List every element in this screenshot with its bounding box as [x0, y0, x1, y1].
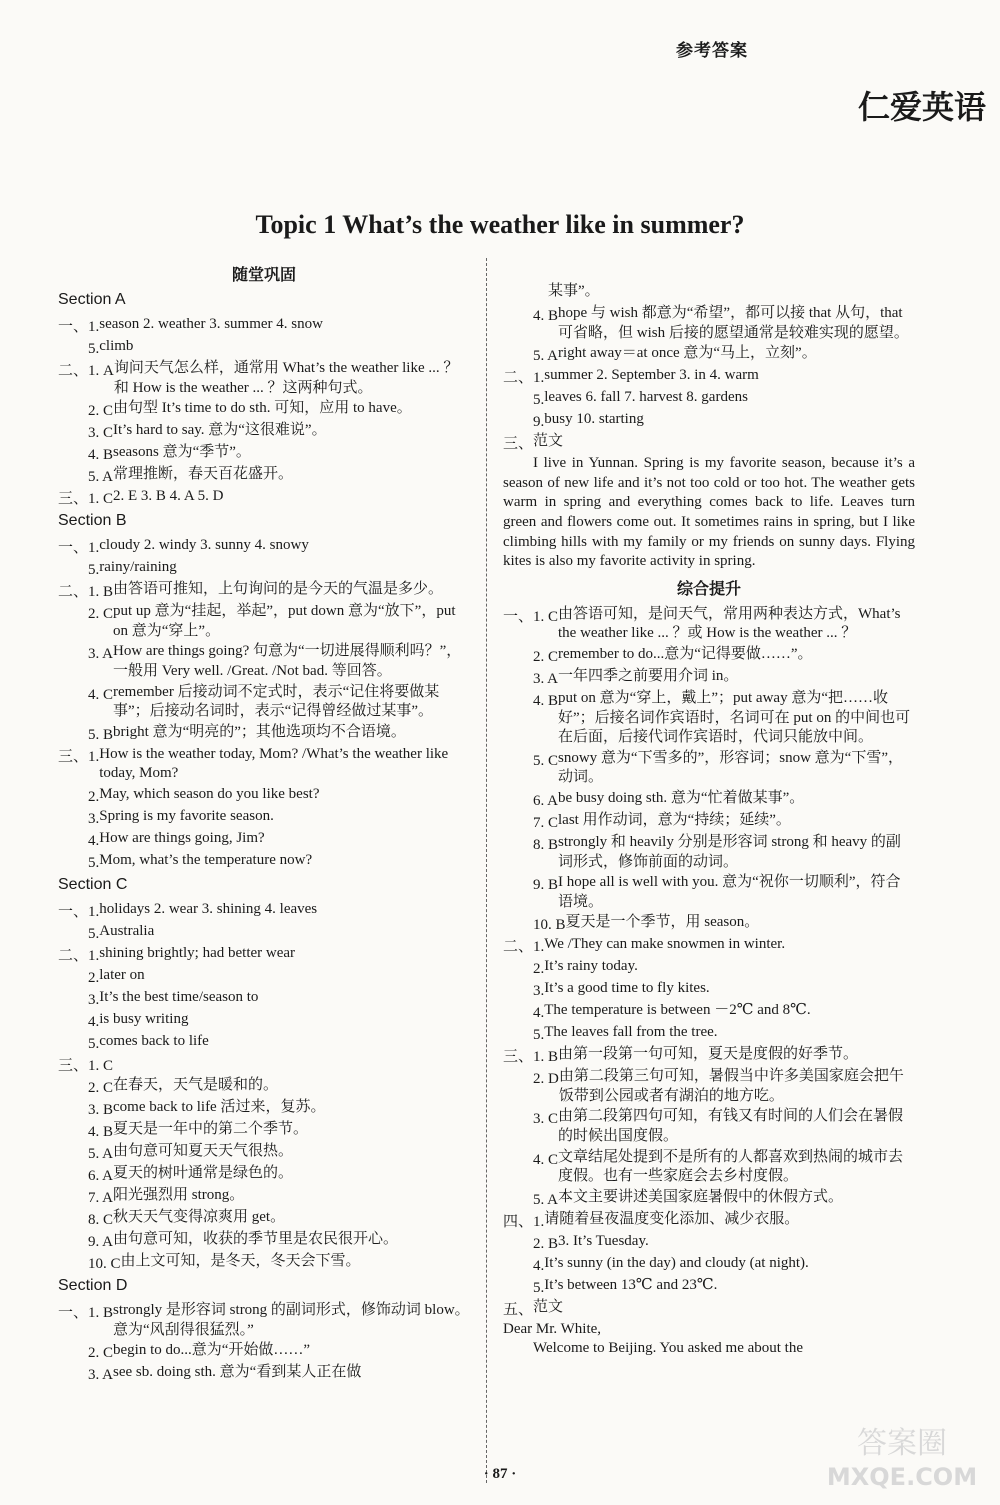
answer-number: 3. A	[503, 670, 559, 687]
answer-text: 夏天是一年中的第二个季节。	[113, 1120, 309, 1137]
section-b-list	[58, 536, 470, 872]
answer-text: climb	[99, 338, 134, 354]
answer-text: 由第二段第三句可知，暑假当中许多美国家庭会把午饭带到公园或者有湖泊的地方吃。	[558, 1068, 904, 1104]
answer-text: strongly 是形容词 strong 的副词形式，修饰动词 blow。意为“风刮得很猛烈。”	[113, 1301, 470, 1338]
answer-text: busy 10. starting	[544, 411, 644, 428]
answer-item	[503, 667, 915, 688]
letter-greeting: Dear Mr. White,	[503, 1320, 602, 1337]
answer-item	[58, 807, 470, 828]
answer-text: 由句意可知，收获的季节里是农民很开心。	[113, 1230, 399, 1247]
answer-item	[503, 282, 915, 303]
answer-item	[58, 1301, 470, 1340]
letter-body: Welcome to Beijing. You asked me about the	[533, 1340, 803, 1357]
answer-number: 二、1.	[58, 947, 100, 964]
answer-number: 二、1.	[503, 370, 545, 387]
answer-item	[58, 1341, 470, 1362]
section-d-list	[58, 1301, 470, 1384]
answer-item	[58, 642, 470, 681]
answer-text: The temperature is between －2℃ and 8℃.	[544, 1002, 811, 1019]
answer-number: 2. C	[58, 1345, 114, 1362]
answer-item	[58, 1076, 470, 1097]
answer-item	[58, 922, 470, 943]
answer-item	[58, 1230, 470, 1251]
answer-text: 2. E 3. B 4. A 5. D	[113, 488, 224, 505]
answer-text: 范文	[533, 1298, 564, 1315]
answer-number: 2.	[503, 961, 545, 978]
answer-item	[503, 1045, 915, 1066]
answer-item	[58, 399, 470, 420]
answer-text: It’s between 13℃ and 23℃.	[544, 1276, 718, 1293]
answer-item	[58, 580, 470, 601]
answer-item	[503, 689, 915, 748]
answer-item	[58, 1252, 470, 1273]
answer-text: It’s the best time/season to	[99, 988, 259, 1005]
answer-item	[503, 432, 915, 453]
answer-number: 四、1.	[503, 1213, 545, 1230]
answer-item	[58, 487, 470, 508]
answer-item	[503, 873, 915, 912]
answer-number: 2. D	[503, 1071, 559, 1088]
answer-text: last 用作动词，意为“持续；延续”。	[558, 811, 791, 828]
answer-number: 2.	[58, 788, 100, 805]
answer-number: 3.	[503, 983, 545, 1000]
answer-number: 5. A	[503, 1191, 559, 1208]
section-heading: 随堂巩固	[231, 265, 296, 284]
answer-number: 5.	[58, 1035, 100, 1052]
answer-number: 4. C	[503, 1151, 559, 1168]
answer-text: 阳光强烈用 strong。	[113, 1186, 245, 1203]
answer-item	[58, 988, 470, 1009]
answer-text: is busy writing	[99, 1010, 189, 1027]
answer-number: 4.	[58, 1013, 100, 1030]
answer-number: 4.	[503, 1257, 545, 1274]
answer-item	[503, 1298, 915, 1319]
answer-item	[503, 304, 915, 343]
answer-text: 一年四季之前要用介词 in。	[558, 667, 739, 684]
answer-text: cloudy 2. windy 3. sunny 4. snowy	[99, 537, 309, 554]
answer-number: 一、1.	[58, 540, 100, 557]
answer-item	[503, 1001, 915, 1022]
answer-text: bright 意为“明亮的”；其他选项均不合语境。	[113, 723, 406, 740]
answer-number: 3.	[58, 991, 100, 1008]
left-column	[58, 258, 470, 1385]
answer-number: 8. C	[58, 1211, 114, 1228]
section-b-label: Section B	[58, 512, 127, 530]
answer-number: 三、1. B	[503, 1049, 559, 1066]
answer-number: 三、	[503, 436, 534, 453]
answer-number: 5.	[503, 392, 545, 409]
answer-number: 3. C	[58, 425, 114, 442]
answer-item	[503, 789, 915, 810]
answer-item	[58, 851, 470, 872]
answer-item	[503, 811, 915, 832]
answer-item	[503, 344, 915, 365]
section-d-label: Section D	[58, 1276, 128, 1294]
answer-item	[503, 1023, 915, 1044]
answer-number: 5.	[58, 925, 100, 942]
answer-text: 由第二段第四句可知，有钱又有时间的人们会在暑假的时候出国度假。	[558, 1108, 904, 1145]
answer-text: Australia	[99, 922, 155, 939]
answer-item	[503, 1232, 915, 1253]
answer-item	[58, 1032, 470, 1053]
answer-number: 4. B	[503, 692, 559, 709]
watermark-text: 答案圈	[857, 1426, 947, 1461]
answer-text: right away＝at once 意为“马上，立刻”。	[558, 345, 817, 362]
answer-text: 文章结尾处提到不是所有的人都喜欢到热闹的城市去度假。也有一些家庭会去乡村度假。	[558, 1148, 904, 1185]
answer-text: 由答语可知，是问天气，常用两种表达方式，What’s the weather like ... ？或 How is the weather ... ？	[558, 605, 901, 642]
answer-number: 二、1. B	[58, 584, 114, 601]
answer-number: 五、	[503, 1301, 534, 1318]
answer-text: put on 意为“穿上，戴上”；put away 意为“把……收好”；后接名词作宾语时，名词可在 put on 的中间也可在后面，后接代词作宾语时，代词只能放中间。	[558, 689, 911, 746]
answer-number: 5. A	[503, 348, 559, 365]
answer-number: 一、1.	[58, 903, 100, 920]
answer-number: 5. A	[58, 469, 114, 486]
answer-item	[503, 913, 915, 934]
answer-number: 4.	[503, 1005, 545, 1022]
answer-text: 在春天，天气是暖和的。	[113, 1076, 279, 1093]
answer-text: 秋天天气变得凉爽用 get。	[113, 1208, 286, 1225]
right-mid-list	[503, 605, 915, 1319]
answer-item	[58, 723, 470, 744]
answer-number: 5. C	[503, 752, 559, 769]
answer-text: I hope all is well with you. 意为“祝你一切顺利”，符合语境。	[558, 874, 901, 910]
answer-item	[58, 558, 470, 579]
answer-number: 二、1. A	[58, 363, 114, 379]
answer-item	[58, 1186, 470, 1207]
answer-item	[58, 1142, 470, 1163]
answer-text: strongly 和 heavily 分别是形容词 strong 和 heavy 的副词形式，修饰前面的动词。	[558, 833, 901, 870]
answer-item	[58, 443, 470, 464]
answer-text: rainy/raining	[99, 559, 177, 576]
answer-text: remember to do...意为“记得要做……”。	[558, 645, 813, 662]
answer-number: 5.	[58, 854, 100, 871]
answer-item	[58, 829, 470, 850]
answer-number: 9.	[503, 414, 545, 431]
answer-number: 5.	[503, 1279, 545, 1296]
answer-number: 5. A	[58, 1145, 114, 1162]
answer-number: 5.	[503, 1027, 545, 1044]
answer-text: leaves 6. fall 7. harvest 8. gardens	[544, 389, 748, 406]
answer-text: 范文	[533, 433, 564, 450]
answer-text: 夏天的树叶通常是绿色的。	[113, 1164, 294, 1181]
answer-text: It’s a good time to fly kites.	[544, 980, 710, 997]
answer-number: 2.	[58, 969, 100, 986]
answer-text: It’s sunny (in the day) and cloudy (at night).	[544, 1254, 809, 1271]
answer-text: put up 意为“挂起，举起”，put down 意为“放下”，put on 意为“穿上”。	[113, 603, 456, 639]
answer-text: see sb. doing sth. 意为“看到某人正在做	[113, 1364, 362, 1381]
answer-number: 7. A	[58, 1189, 114, 1206]
answer-number: 4. B	[503, 308, 559, 324]
answer-item	[503, 645, 915, 666]
answer-text: come back to life 活过来，复苏。	[113, 1098, 326, 1115]
answer-number: 9. B	[503, 877, 559, 894]
answer-item	[503, 749, 915, 788]
answer-text: How are things going? 句意为“一切进展得顺利吗？”，一般用 Very well. /Great. /Not bad. 等回答。	[113, 643, 462, 679]
answer-item	[58, 1010, 470, 1031]
answer-number: 一、1. C	[503, 608, 559, 625]
answer-item	[58, 359, 470, 398]
answer-text: season 2. weather 3. summer 4. snow	[99, 316, 323, 332]
answer-number: 一、1. B	[58, 1304, 114, 1321]
right-top-list	[503, 282, 915, 453]
answer-text: 由答语可推知，上句询问的是今天的气温是多少。	[113, 581, 444, 598]
answer-number: 10. C	[58, 1255, 121, 1272]
answer-number: 3. B	[58, 1101, 114, 1118]
answer-item	[58, 1098, 470, 1119]
answer-text: It’s hard to say. 意为“这很难说”。	[113, 422, 327, 439]
answer-text: seasons 意为“季节”。	[113, 444, 251, 461]
answer-number: 10. B	[503, 917, 566, 934]
topic-title: Topic 1 What’s the weather like in summer?	[255, 210, 745, 239]
answer-number: 4. B	[58, 1123, 114, 1140]
answer-number: 4. B	[58, 447, 114, 464]
answer-item	[503, 833, 915, 872]
answer-item	[58, 966, 470, 987]
answer-number: 二、1.	[503, 939, 545, 956]
answer-item	[58, 745, 470, 784]
answer-number: 2. C	[58, 606, 114, 623]
answer-item	[503, 1188, 915, 1209]
answer-item	[58, 536, 470, 557]
answer-number: 三、1. C	[58, 1057, 114, 1074]
column-divider	[486, 258, 487, 1483]
answer-item	[503, 935, 915, 956]
section-heading-2: 综合提升	[676, 578, 741, 598]
answer-number: 5.	[58, 562, 100, 579]
answer-item	[58, 944, 470, 965]
answer-text: 由上文可知，是冬天，冬天会下雪。	[120, 1252, 361, 1269]
answer-item	[503, 366, 915, 387]
section-a-label: Section A	[58, 291, 126, 308]
answer-item	[58, 602, 470, 641]
header-label: 参考答案	[676, 41, 748, 61]
answer-text: It’s rainy today.	[544, 958, 638, 975]
answer-number: 3. A	[58, 646, 114, 663]
answer-item	[503, 957, 915, 978]
answer-text: Spring is my favorite season.	[99, 807, 274, 824]
answer-text: remember 后接动词不定式时，表示“记住将要做某事”；后接动名词时，表示“记得曾经做过某事”。	[113, 683, 440, 720]
answer-text: 询问天气怎么样，通常用 What’s the weather like ... ？和 How is the weather ... ？这两种句式。	[113, 360, 459, 396]
answer-item	[58, 421, 470, 442]
answer-item	[58, 1208, 470, 1229]
answer-text: 由句意可知夏天天气很热。	[113, 1142, 294, 1159]
answer-number: 3.	[58, 810, 100, 827]
answer-text	[113, 1054, 470, 1075]
answer-item	[58, 315, 470, 336]
answer-item	[58, 1363, 470, 1384]
answer-item	[58, 1120, 470, 1141]
section-a-list	[58, 315, 470, 508]
answer-text: Mom, what’s the temperature now?	[99, 851, 313, 868]
answer-text: How are things going, Jim?	[99, 829, 265, 846]
answer-number: 一、1.	[58, 319, 100, 335]
answer-text: holidays 2. wear 3. shining 4. leaves	[99, 900, 318, 917]
answer-text: hope 与 wish 都意为“希望”，都可以接 that 从句，that 可省略，但 wish 后接的愿望通常是较难实现的愿望。	[558, 305, 909, 341]
answer-number: 5. B	[58, 726, 114, 743]
answer-text: shining brightly; had better wear	[99, 944, 296, 961]
answer-text: 由句型 It’s time to do sth. 可知，应用 to have。	[113, 400, 412, 417]
answer-item	[503, 1067, 915, 1106]
answer-item	[503, 410, 915, 431]
answer-item	[503, 1210, 915, 1231]
answer-number: 2. C	[503, 648, 559, 665]
answer-number: 8. B	[503, 836, 559, 853]
answer-number: 5.	[58, 341, 100, 357]
answer-item	[503, 388, 915, 409]
answer-item	[503, 1107, 915, 1146]
answer-item	[58, 1164, 470, 1185]
section-c-list	[58, 900, 470, 1273]
answer-text: summer 2. September 3. in 4. warm	[544, 367, 759, 384]
answer-number: 2. C	[58, 1079, 114, 1096]
page-number: · 87 ·	[483, 1466, 517, 1482]
answer-text: 本文主要讲述美国家庭暑假中的休假方式。	[558, 1188, 844, 1205]
book-title: 仁爱英语	[857, 88, 986, 126]
essay-paragraph: I live in Yunnan. Spring is my favorite season, because it’s a season of new life and it’s not too cold or too hot. The weather gets warm in spring and everything comes back to life. Leaves turn green and flowers come out. It sometimes rains in spring, but I like climbing hills with my family or my friends on sunny days. Flying kites is also my favorite activity in spring.	[503, 455, 915, 570]
answer-text: comes back to life	[99, 1032, 209, 1049]
answer-number: 三、1.	[58, 748, 100, 765]
answer-text: May, which season do you like best?	[99, 785, 320, 802]
answer-item	[58, 1054, 470, 1075]
answer-number: 三、1. C	[58, 491, 114, 508]
answer-text: 3. It’s Tuesday.	[558, 1232, 649, 1249]
answer-item	[503, 979, 915, 1000]
answer-number: 4.	[58, 832, 100, 849]
answer-text: The leaves fall from the tree.	[544, 1024, 718, 1041]
watermark-domain: MXQE.COM	[826, 1463, 978, 1491]
right-column	[503, 282, 915, 1359]
answer-item	[58, 900, 470, 921]
answer-number: 6. A	[58, 1167, 114, 1184]
answer-item	[503, 605, 915, 644]
answer-text: 由第一段第一句可知，夏天是度假的好季节。	[558, 1046, 859, 1063]
answer-item	[503, 1148, 915, 1187]
answer-item	[58, 683, 470, 722]
answer-number: 4. C	[58, 686, 114, 703]
answer-item	[503, 1276, 915, 1297]
answer-text: We /They can make snowmen in winter.	[544, 936, 786, 953]
answer-number: 2. C	[58, 403, 114, 420]
answer-text: 请随着昼夜温度变化添加、减少衣服。	[544, 1210, 800, 1227]
answer-number: 9. A	[58, 1233, 114, 1250]
answer-number: 3. A	[58, 1367, 114, 1384]
answer-text: snowy 意为“下雪多的”，形容词；snow 意为“下雪”，动词。	[558, 749, 903, 786]
watermark-logo	[822, 1415, 982, 1495]
answer-item	[503, 1254, 915, 1275]
answer-item	[58, 785, 470, 806]
answer-number	[503, 282, 548, 303]
answer-text: later on	[99, 966, 145, 983]
answer-number: 7. C	[503, 814, 559, 831]
answer-number: 3. C	[503, 1111, 559, 1128]
answer-text: begin to do...意为“开始做……”	[113, 1342, 311, 1359]
answer-text: 夏天是一个季节，用 season。	[565, 914, 760, 931]
answer-text: 某事”。	[548, 283, 600, 299]
answer-text: be busy doing sth. 意为“忙着做某事”。	[558, 789, 805, 806]
answer-item	[58, 337, 470, 358]
answer-text: 常理推断，春天百花盛开。	[113, 466, 294, 483]
section-c-label: Section C	[58, 875, 128, 893]
answer-number: 6. A	[503, 792, 559, 809]
answer-number: 2. B	[503, 1235, 559, 1252]
answer-text: How is the weather today, Mom? /What’s the weather like today, Mom?	[99, 745, 449, 782]
answer-item	[58, 465, 470, 486]
